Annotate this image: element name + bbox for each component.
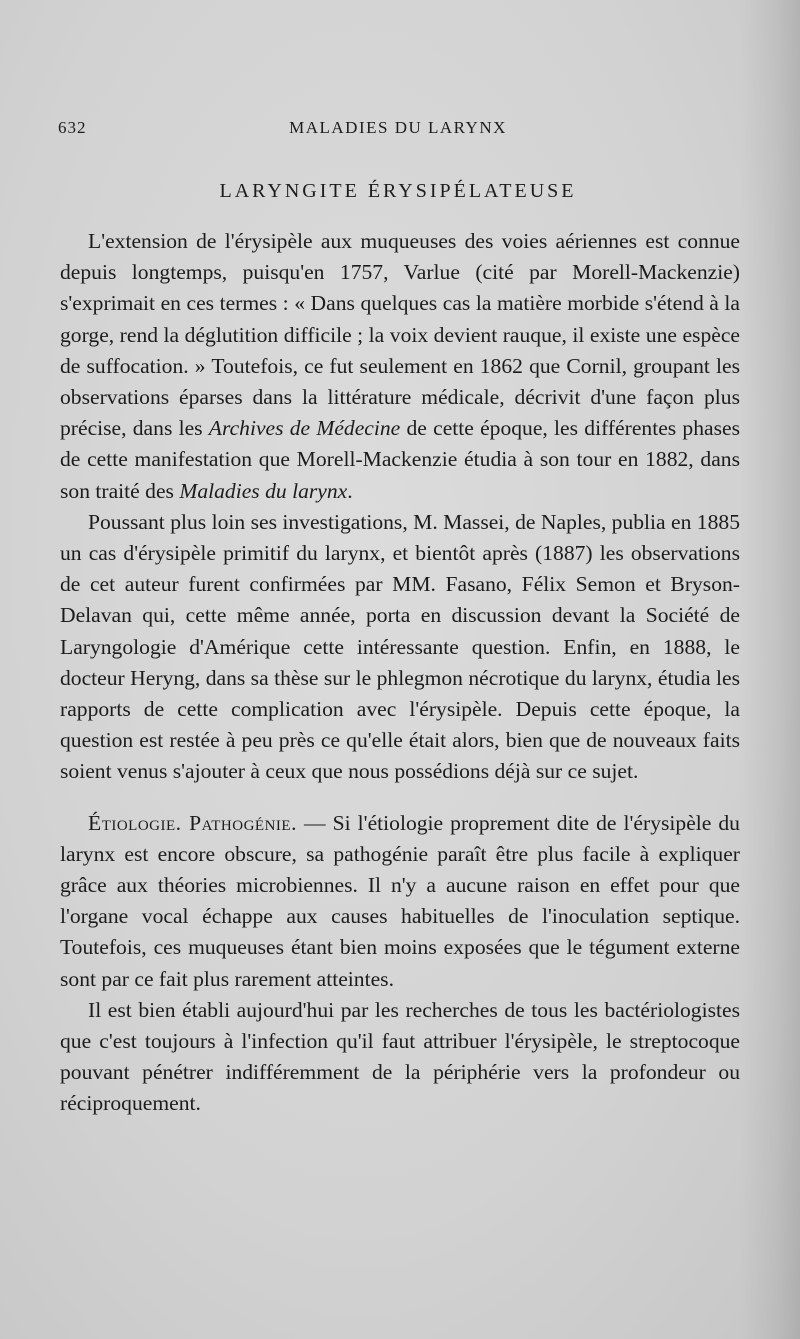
section-title: LARYNGITE ÉRYSIPÉLATEUSE	[219, 180, 577, 202]
paragraph-text: .	[347, 478, 353, 503]
paragraph-bacteriologie: Il est bien établi aujourd'hui par les recherches de tous les bactériologistes que c'est toujours à l'infection qu'il faut attribuer l'érysipèle, le streptocoque pouvant pénétrer indifféremment de la périphérie vers la profondeur ou réciproquement.	[60, 997, 740, 1116]
page-edge-shadow	[740, 0, 800, 1339]
paragraph-etiologie	[60, 808, 740, 995]
running-title: MALADIES DU LARYNX	[289, 118, 507, 137]
italic-title-maladies: Maladies du larynx	[179, 478, 348, 503]
paragraph-text: de cette époque, les différentes phases de cette manifestation que Morell-Mackenzie étudia à son tour en 1882, dans son traité des	[60, 416, 740, 503]
paragraph-investigations: Poussant plus loin ses investigations, M. Massei, de Naples, publia en 1885 un cas d'érysipèle primitif du larynx, et bientôt après (1887) les observations de cet auteur furent confirmées par MM. Fasano, Félix Semon et Bryson-Delavan qui, cette même année, porta en discussion devant la Société de Laryngologie d'Amérique cette intéressante question. Enfin, en 1888, le docteur Heryng, dans sa thèse sur le phlegmon nécrotique du larynx, étudia les rapports de cette complication avec l'érysipèle. Depuis cette époque, la question est restée à peu près ce qu'elle était alors, bien que de nouveaux faits soient venus s'ajouter à ceux que nous possédions déjà sur ce sujet.	[60, 509, 741, 784]
body-text	[60, 226, 740, 1120]
paragraph-text: — Si l'étiologie proprement dite de l'érysipèle du larynx est encore obscure, sa pathogénie paraît être plus facile à expliquer grâce aux théories microbiennes. Il n'y a aucune raison en effet pour que l'organe vocal échappe aux causes habituelles de l'inoculation septique. Toutefois, ces muqueuses étant bien moins exposées que le tégument externe sont par ce fait plus rarement atteintes.	[60, 810, 740, 991]
page-number: 632	[58, 118, 87, 137]
paragraph-history	[60, 226, 740, 507]
italic-title-archives: Archives de Médecine	[208, 416, 401, 441]
paragraph-text: L'extension de l'érysipèle aux muqueuses des voies aériennes est connue depuis longtemps, puisqu'en 1757, Varlue (cité par Morell-Mackenzie) s'exprimait en ces termes : « Dans quelques cas la matière morbide s'étend à la gorge, rend la déglutition difficile ; la voix devient rauque, il existe une espèce de suffocation. » Toutefois, ce fut seulement en 1862 que Cornil, groupant les observations éparses dans la littérature médicale, décrivit d'une façon plus précise, dans les	[60, 229, 740, 441]
running-head	[58, 118, 738, 144]
subsection-heading: Étiologie. Pathogénie.	[88, 810, 297, 835]
